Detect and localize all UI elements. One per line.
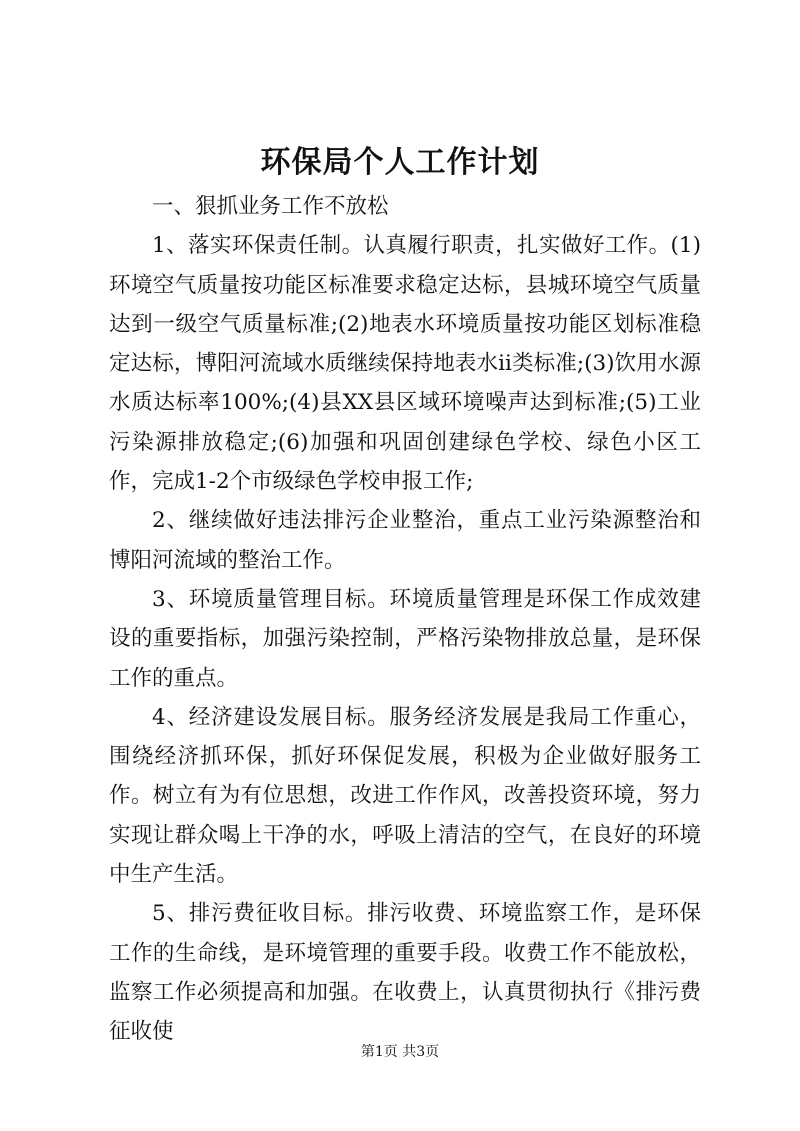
body-paragraph: 2、继续做好违法排污企业整治，重点工业污染源整治和博阳河流域的整治工作。 [109,508,701,573]
section-heading: 一、狠抓业务工作不放松 [152,194,389,219]
page-number-footer: 第1页 共3页 [360,1044,440,1060]
document-title: 环保局个人工作计划 [260,145,540,180]
body-paragraph: 1、落实环保责任制。认真履行职责，扎实做好工作。(1)环境空气质量按功能区标准要求稳定达标，县城环境空气质量达到一级空气质量标准;(2)地表水环境质量按功能区划标准稳定达标，博阳河流域水质继续保持地表水ii类标准;(3)饮用水源水质达标率100%;(4)县XX县区域环境噪声达到标准;(5)工业污染源排放稳定;(6)加强和巩固创建绿色学校、绿色小区工作，完成1-2个市级绿色学校申报工作; [109,233,701,495]
body-paragraph: 5、排污费征收目标。排污收费、环境监察工作，是环保工作的生命线，是环境管理的重要手段。收费工作不能放松，监察工作必须提高和加强。在收费上，认真贯彻执行《排污费征收使 [109,901,701,1045]
body-paragraph: 3、环境质量管理目标。环境质量管理是环保工作成效建设的重要指标，加强污染控制，严格污染物排放总量，是环保工作的重点。 [109,586,701,691]
body-paragraph: 4、经济建设发展目标。服务经济发展是我局工作重心，围绕经济抓环保，抓好环保促发展，积极为企业做好服务工作。树立有为有位思想，改进工作作风，改善投资环境，努力实现让群众喝上干净的水，呼吸上清洁的空气，在良好的环境中生产生活。 [109,704,701,888]
document-body [109,187,701,1052]
